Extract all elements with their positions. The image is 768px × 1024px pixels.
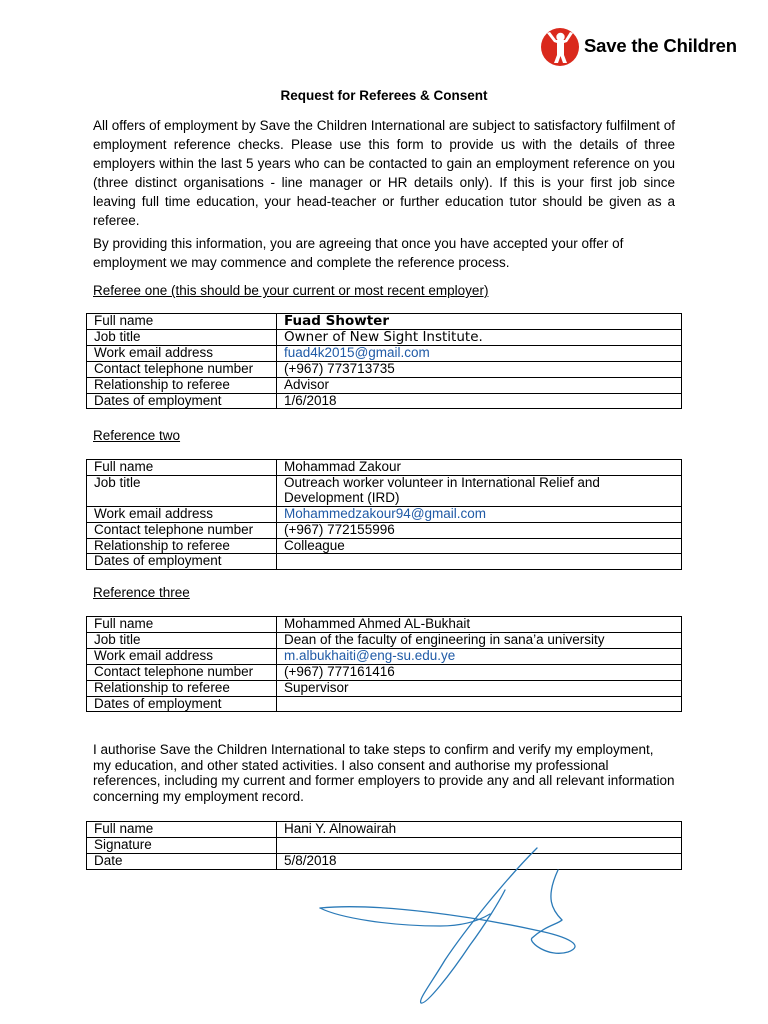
dates-of-employment-field[interactable] xyxy=(277,696,682,712)
full-name-label: Full name xyxy=(87,617,277,633)
table-row xyxy=(87,632,682,648)
table-row xyxy=(87,460,682,476)
table-row xyxy=(87,664,682,680)
table-row xyxy=(87,361,682,377)
work-email-label: Work email address xyxy=(87,345,277,361)
logo-text: Save the Children xyxy=(584,35,737,56)
referee-three-heading: Reference three xyxy=(93,585,190,600)
telephone-field[interactable]: (+967) 777161416 xyxy=(277,664,682,680)
dates-of-employment-label: Dates of employment xyxy=(87,393,277,409)
referee-two-heading: Reference two xyxy=(93,428,181,443)
table-row xyxy=(87,680,682,696)
table-row xyxy=(87,648,682,664)
telephone-field[interactable]: (+967) 773713735 xyxy=(277,361,682,377)
table-row xyxy=(87,696,682,712)
referee-three-table xyxy=(86,616,682,712)
referee-one-heading: Referee one (this should be your current or most recent employer) xyxy=(93,283,489,298)
table-row xyxy=(87,617,682,633)
work-email-link[interactable]: fuad4k2015@gmail.com xyxy=(277,345,682,361)
relationship-field[interactable]: Advisor xyxy=(277,377,682,393)
relationship-label: Relationship to referee xyxy=(87,538,277,554)
referee-two-table xyxy=(86,459,682,570)
table-row xyxy=(87,822,682,838)
full-name-field[interactable]: Fuad Showter xyxy=(277,314,682,330)
dates-of-employment-label: Dates of employment xyxy=(87,554,277,570)
signature-label: Signature xyxy=(87,837,277,853)
job-title-label: Job title xyxy=(87,632,277,648)
relationship-field[interactable]: Supervisor xyxy=(277,680,682,696)
job-title-label: Job title xyxy=(87,329,277,345)
table-row xyxy=(87,377,682,393)
table-row xyxy=(87,475,682,506)
telephone-label: Contact telephone number xyxy=(87,361,277,377)
telephone-label: Contact telephone number xyxy=(87,522,277,538)
dates-of-employment-field[interactable]: 1/6/2018 xyxy=(277,393,682,409)
dates-of-employment-label: Dates of employment xyxy=(87,696,277,712)
consent-paragraph: By providing this information, you are agreeing that once you have accepted your offer of employment we may commence and complete the reference process. xyxy=(93,236,624,270)
authorisation-paragraph: I authorise Save the Children International to take steps to confirm and verify my employment, my education, and other stated activities. I also consent and authorise my professional references, including my current and former employers to provide any and all relevant information concerning my employment record. xyxy=(93,742,675,804)
table-row xyxy=(87,393,682,409)
job-title-field[interactable]: Outreach worker volunteer in International Relief and Development (IRD) xyxy=(277,475,682,506)
telephone-label: Contact telephone number xyxy=(87,664,277,680)
applicant-full-name-field[interactable]: Hani Y. Alnowairah xyxy=(277,822,682,838)
applicant-full-name-label: Full name xyxy=(87,822,277,838)
full-name-field[interactable]: Mohammed Ahmed AL-Bukhait xyxy=(277,617,682,633)
relationship-field[interactable]: Colleague xyxy=(277,538,682,554)
date-field[interactable]: 5/8/2018 xyxy=(277,853,682,869)
table-row xyxy=(87,314,682,330)
child-figure-logo-icon xyxy=(540,24,580,68)
referee-one-table xyxy=(86,313,682,409)
intro-paragraph: All offers of employment by Save the Children International are subject to satisfactory fulfilment of employment reference checks. Please use this form to provide us with the details of three employers within the last 5 years who can be contacted to gain an employment reference on you (three distinct organisations - line manager or HR details only). If this is your first job since leaving full time education, your head-teacher or further education tutor should be given as a referee. xyxy=(93,118,675,228)
table-row xyxy=(87,554,682,570)
job-title-field[interactable]: Owner of New Sight Institute. xyxy=(277,329,682,345)
handwritten-signature xyxy=(300,840,600,1020)
table-row xyxy=(87,345,682,361)
telephone-field[interactable]: (+967) 772155996 xyxy=(277,522,682,538)
work-email-label: Work email address xyxy=(87,506,277,522)
dates-of-employment-field[interactable] xyxy=(277,554,682,570)
table-row xyxy=(87,538,682,554)
page-title: Request for Referees & Consent xyxy=(280,88,488,103)
work-email-link[interactable]: Mohammedzakour94@gmail.com xyxy=(277,506,682,522)
full-name-label: Full name xyxy=(87,314,277,330)
work-email-label: Work email address xyxy=(87,648,277,664)
save-the-children-logo xyxy=(540,24,737,68)
job-title-field[interactable]: Dean of the faculty of engineering in sana’a university xyxy=(277,632,682,648)
table-row xyxy=(87,522,682,538)
job-title-label: Job title xyxy=(87,475,277,506)
table-row xyxy=(87,506,682,522)
relationship-label: Relationship to referee xyxy=(87,377,277,393)
table-row xyxy=(87,329,682,345)
full-name-field[interactable]: Mohammad Zakour xyxy=(277,460,682,476)
full-name-label: Full name xyxy=(87,460,277,476)
relationship-label: Relationship to referee xyxy=(87,680,277,696)
work-email-link[interactable]: m.albukhaiti@eng-su.edu.ye xyxy=(277,648,682,664)
date-label: Date xyxy=(87,853,277,869)
